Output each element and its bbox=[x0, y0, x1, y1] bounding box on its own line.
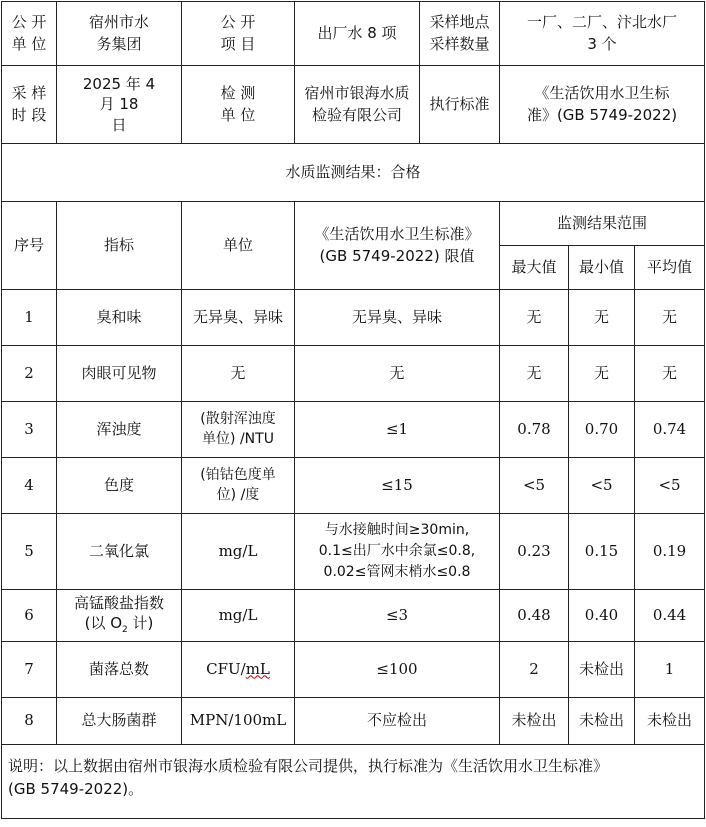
row-indicator: 肉眼可见物 bbox=[57, 346, 182, 402]
sampling-label: 采样地点 采样数量 bbox=[420, 2, 500, 66]
row-limit: 不应检出 bbox=[295, 698, 500, 745]
sampling-period-label: 采 样 时 段 bbox=[2, 66, 57, 144]
col-unit-header: 单位 bbox=[182, 202, 295, 290]
col-indicator-header: 指标 bbox=[57, 202, 182, 290]
row-unit-pre: CFU/ bbox=[206, 659, 246, 678]
row-avg: 未检出 bbox=[635, 698, 705, 745]
row-avg: 0.44 bbox=[635, 590, 705, 642]
row-seq: 2 bbox=[2, 346, 57, 402]
row-avg: 0.19 bbox=[635, 514, 705, 590]
row-max: 2 bbox=[500, 642, 569, 698]
row-avg: <5 bbox=[635, 458, 705, 514]
table-row bbox=[2, 458, 705, 514]
sampling-period-value: 2025 年 4 月 18 日 bbox=[57, 66, 182, 144]
sampling-value: 一厂、二厂、汴北水厂 3 个 bbox=[500, 2, 705, 66]
row-seq: 5 bbox=[2, 514, 57, 590]
row-limit: ≤15 bbox=[295, 458, 500, 514]
row-max: <5 bbox=[500, 458, 569, 514]
table-row bbox=[2, 346, 705, 402]
row-max: 0.48 bbox=[500, 590, 569, 642]
row-limit: 与水接触时间≥30min, 0.1≤出厂水中余氯≤0.8, 0.02≤管网末梢水≤0.8 bbox=[295, 514, 500, 590]
row-unit: 无异臭、异味 bbox=[182, 290, 295, 346]
row-max: 0.78 bbox=[500, 402, 569, 458]
row-min: 无 bbox=[569, 346, 635, 402]
disclosure-item-value: 出厂水 8 项 bbox=[295, 2, 420, 66]
row-limit: ≤1 bbox=[295, 402, 500, 458]
disclosure-unit-label: 公 开 单 位 bbox=[2, 2, 57, 66]
row-unit bbox=[182, 642, 295, 698]
row-max: 0.23 bbox=[500, 514, 569, 590]
row-limit: ≤3 bbox=[295, 590, 500, 642]
row-indicator: 浑浊度 bbox=[57, 402, 182, 458]
row-max: 未检出 bbox=[500, 698, 569, 745]
col-min-header: 最小值 bbox=[569, 246, 635, 290]
row-avg: 无 bbox=[635, 346, 705, 402]
row-seq: 4 bbox=[2, 458, 57, 514]
row-indicator bbox=[57, 590, 182, 642]
row-indicator-line1: 高锰酸盐指数 bbox=[73, 594, 164, 613]
row-indicator: 菌落总数 bbox=[57, 642, 182, 698]
col-seq-header: 序号 bbox=[2, 202, 57, 290]
row-limit: 无 bbox=[295, 346, 500, 402]
row-min: 未检出 bbox=[569, 698, 635, 745]
row-unit: mg/L bbox=[182, 514, 295, 590]
row-unit: (散射浑浊度 单位) /NTU bbox=[182, 402, 295, 458]
row-avg: 0.74 bbox=[635, 402, 705, 458]
row-min: 0.40 bbox=[569, 590, 635, 642]
row-indicator-line2-post: 计) bbox=[127, 613, 154, 632]
standard-label: 执行标准 bbox=[420, 66, 500, 144]
row-indicator: 二氧化氯 bbox=[57, 514, 182, 590]
row-unit: MPN/100mL bbox=[182, 698, 295, 745]
standard-value: 《生活饮用水卫生标 准》(GB 5749-2022) bbox=[500, 66, 705, 144]
report-table bbox=[1, 1, 705, 819]
row-seq: 3 bbox=[2, 402, 57, 458]
row-min: 0.70 bbox=[569, 402, 635, 458]
row-indicator-line2-pre: (以 O bbox=[84, 613, 123, 632]
disclosure-item-label: 公 开 项 目 bbox=[182, 2, 295, 66]
row-max: 无 bbox=[500, 290, 569, 346]
row-seq: 7 bbox=[2, 642, 57, 698]
result-summary: 水质监测结果：合格 bbox=[2, 144, 705, 202]
row-indicator: 总大肠菌群 bbox=[57, 698, 182, 745]
row-unit: 无 bbox=[182, 346, 295, 402]
row-indicator: 色度 bbox=[57, 458, 182, 514]
row-unit: mg/L bbox=[182, 590, 295, 642]
testing-unit-value: 宿州市银海水质 检验有限公司 bbox=[295, 66, 420, 144]
row-min: 0.15 bbox=[569, 514, 635, 590]
row-avg: 1 bbox=[635, 642, 705, 698]
col-range-header: 监测结果范围 bbox=[500, 202, 705, 246]
note: 说明：以上数据由宿州市银海水质检验有限公司提供，执行标准为《生活饮用水卫生标准》 (GB 5749-2022)。 bbox=[2, 745, 705, 819]
table-row bbox=[2, 698, 705, 745]
row-max: 无 bbox=[500, 346, 569, 402]
table-row bbox=[2, 642, 705, 698]
table-row bbox=[2, 514, 705, 590]
table-row bbox=[2, 590, 705, 642]
row-seq: 8 bbox=[2, 698, 57, 745]
row-avg: 无 bbox=[635, 290, 705, 346]
row-limit: ≤100 bbox=[295, 642, 500, 698]
table-row bbox=[2, 290, 705, 346]
table-row bbox=[2, 402, 705, 458]
row-indicator-line2-sub: 2 bbox=[122, 624, 128, 635]
col-limit-header: 《生活饮用水卫生标准》 (GB 5749-2022) 限值 bbox=[295, 202, 500, 290]
col-avg-header: 平均值 bbox=[635, 246, 705, 290]
row-indicator: 臭和味 bbox=[57, 290, 182, 346]
row-seq: 6 bbox=[2, 590, 57, 642]
row-seq: 1 bbox=[2, 290, 57, 346]
row-unit: (铂钴色度单 位) /度 bbox=[182, 458, 295, 514]
row-min: 无 bbox=[569, 290, 635, 346]
disclosure-unit-value: 宿州市水 务集团 bbox=[57, 2, 182, 66]
row-indicator-line2 bbox=[60, 614, 178, 637]
col-max-header: 最大值 bbox=[500, 246, 569, 290]
row-min: 未检出 bbox=[569, 642, 635, 698]
row-limit: 无异臭、异味 bbox=[295, 290, 500, 346]
row-min: <5 bbox=[569, 458, 635, 514]
row-unit-wavy: mL bbox=[245, 659, 270, 678]
testing-unit-label: 检 测 单 位 bbox=[182, 66, 295, 144]
